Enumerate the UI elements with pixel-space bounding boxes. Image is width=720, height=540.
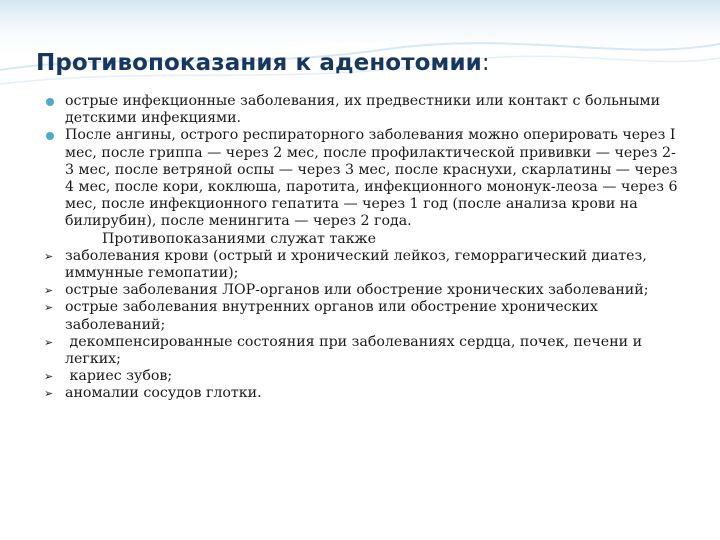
content-list: [44, 93, 684, 403]
dot-bullet-icon: [44, 93, 60, 110]
arrow-bullet-icon: ➢: [44, 284, 54, 298]
arrow-bullet-icon: ➢: [44, 335, 54, 349]
arrow-bullet-icon: ➢: [44, 301, 54, 315]
list-item: ➢ острые заболевания ЛОР-органов или обострение хронических заболеваний;: [44, 282, 649, 299]
list-item: ➢ заболевания крови (острый и хронический лейкоз, геморрагический диатез, иммунные гемопатии);: [44, 247, 647, 282]
list-item: ➢ острые заболевания внутренних органов или обострение хронических заболеваний;: [44, 299, 598, 333]
list-item: После ангины, острого респираторного заболевания можно оперировать через I мес, после гриппа — через 2 мес, после профилактической прививки — через 2-3 мес, после ветряной оспы — через 3 мес, после краснухи, скарлатины — через 4 мес, после кори, коклюша, паротита, инфекционного мононук-леоза — через 6 мес, после инфекционного гепатита — через 1 год (после анализа крови на билирубин), после менингита — через 2 года.: [44, 127, 684, 230]
arrow-bullet-icon: ➢: [44, 387, 54, 401]
page-title: Противопоказания к аденотомии:: [36, 50, 490, 76]
dot-bullet-icon: [44, 127, 60, 144]
list-item: ➢ декомпенсированные состояния при заболеваниях сердца, почек, печени и легких;: [44, 333, 647, 368]
list-item: острые инфекционные заболевания, их предвестники или контакт с больными детскими инфекциями.: [44, 93, 684, 127]
arrow-bullet-icon: ➢: [44, 249, 54, 263]
arrow-bullet-icon: ➢: [44, 370, 54, 384]
list-item: ➢ кариес зубов;: [44, 368, 173, 385]
list-item: ➢ аномалии сосудов глотки.: [44, 385, 262, 402]
subheading: Противопоказаниями служат также: [102, 230, 377, 247]
